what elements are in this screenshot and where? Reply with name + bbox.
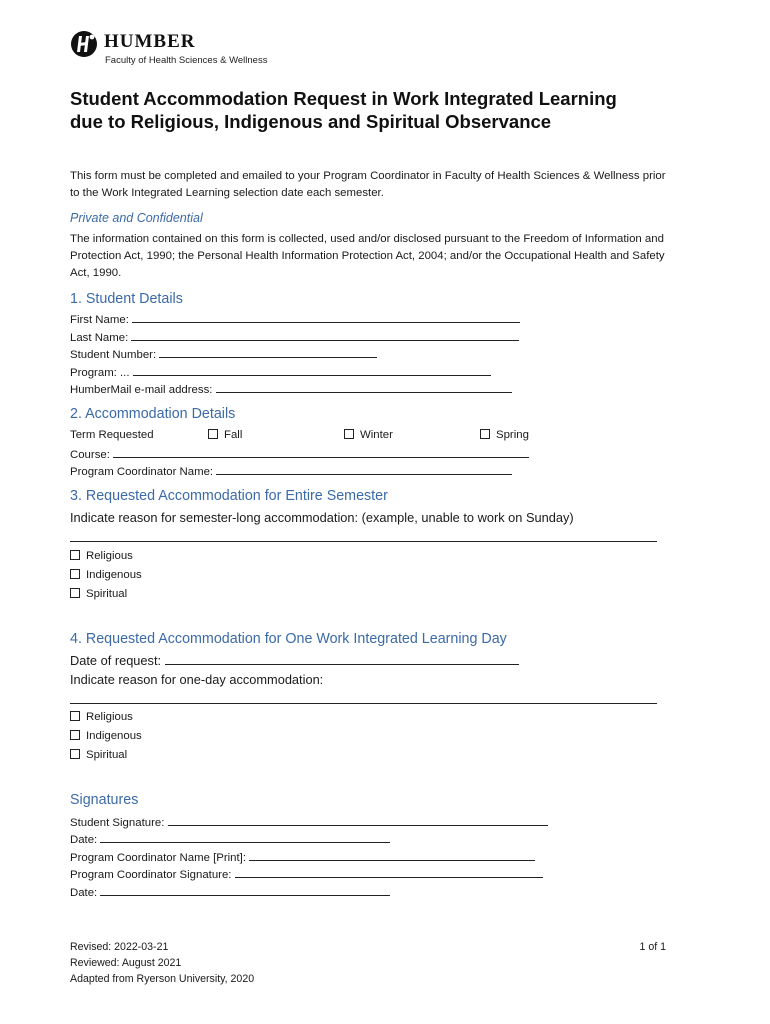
last-name-field[interactable] xyxy=(131,328,519,341)
date2-row xyxy=(70,883,390,900)
checkbox-icon[interactable] xyxy=(70,569,80,579)
email-field[interactable] xyxy=(216,380,512,393)
privacy-text: The information contained on this form is collected, used and/or disclosed pursuant to the Freedom of Information and Protection Act, 1990; the Personal Health Information Protection Act, 2004; and/or the Occupational Health and Safety Act, 1990. xyxy=(70,233,665,279)
footer-adapted: Adapted from Ryerson University, 2020 xyxy=(70,973,255,985)
email-label: HumberMail e-mail address: xyxy=(70,384,213,396)
day-indigenous-option[interactable] xyxy=(70,728,142,745)
date1-field[interactable] xyxy=(100,830,390,843)
signatures-heading: Signatures xyxy=(70,792,139,808)
date2-field[interactable] xyxy=(100,883,390,896)
footer-revised: Revised: 2022-03-21 xyxy=(70,941,169,953)
student-signature-field[interactable] xyxy=(168,813,548,826)
coordinator-print-label: Program Coordinator Name [Print]: xyxy=(70,852,246,864)
logo-wordmark: HUMBER xyxy=(104,31,196,52)
checkbox-icon[interactable] xyxy=(344,429,354,439)
course-field[interactable] xyxy=(113,445,529,458)
day-indigenous-label: Indigenous xyxy=(86,730,142,742)
section-entire-semester-heading: 3. Requested Accommodation for Entire Semester xyxy=(70,488,388,504)
semester-religious-label: Religious xyxy=(86,550,133,562)
one-day-reason-prompt: Indicate reason for one-day accommodation: xyxy=(70,672,324,687)
checkbox-icon[interactable] xyxy=(480,429,490,439)
checkbox-icon[interactable] xyxy=(70,588,80,598)
date1-label: Date: xyxy=(70,834,98,846)
coordinator-print-field[interactable] xyxy=(249,848,535,861)
student-number-field[interactable] xyxy=(159,345,377,358)
program-label: Program: ... xyxy=(70,367,130,379)
program-row xyxy=(70,363,491,380)
semester-reason-field[interactable] xyxy=(70,541,657,542)
checkbox-icon[interactable] xyxy=(208,429,218,439)
program-field[interactable] xyxy=(133,363,491,376)
intro-text: This form must be completed and emailed to your Program Coordinator in Faculty of Health Sciences & Wellness prior to the Work Integrated Learning selection date each semester. xyxy=(70,170,666,199)
student-number-row xyxy=(70,345,377,362)
day-spiritual-label: Spiritual xyxy=(86,749,128,761)
first-name-label: First Name: xyxy=(70,314,129,326)
student-signature-row xyxy=(70,813,548,830)
coordinator-name-row xyxy=(70,462,512,479)
semester-spiritual-option[interactable] xyxy=(70,586,127,603)
semester-indigenous-label: Indigenous xyxy=(86,569,142,581)
student-signature-label: Student Signature: xyxy=(70,817,165,829)
term-requested-row xyxy=(70,427,590,444)
term-winter-label: Winter xyxy=(360,429,393,441)
date2-label: Date: xyxy=(70,887,98,899)
privacy-heading: Private and Confidential xyxy=(70,211,203,225)
last-name-label: Last Name: xyxy=(70,332,129,344)
term-fall-label: Fall xyxy=(224,429,243,441)
semester-indigenous-option[interactable] xyxy=(70,567,142,584)
footer-reviewed: Reviewed: August 2021 xyxy=(70,957,182,969)
day-spiritual-option[interactable] xyxy=(70,747,127,764)
term-requested-label: Term Requested xyxy=(70,429,154,441)
page-number: 1 of 1 xyxy=(639,941,666,953)
first-name-row xyxy=(70,310,520,327)
last-name-row xyxy=(70,328,519,345)
date-of-request-field[interactable] xyxy=(165,652,519,665)
course-label: Course: xyxy=(70,449,110,461)
coordinator-signature-field[interactable] xyxy=(235,865,543,878)
form-title: Student Accommodation Request in Work Integrated Learning due to Religious, Indigenous and Spiritual Observance xyxy=(70,88,617,132)
day-religious-label: Religious xyxy=(86,711,133,723)
checkbox-icon[interactable] xyxy=(70,711,80,721)
first-name-field[interactable] xyxy=(132,310,520,323)
term-spring-label: Spring xyxy=(496,429,529,441)
one-day-reason-field[interactable] xyxy=(70,703,657,704)
date-of-request-row xyxy=(70,652,519,669)
semester-reason-prompt: Indicate reason for semester-long accommodation: (example, unable to work on Sunday) xyxy=(70,510,574,525)
term-spring-option[interactable] xyxy=(480,427,529,444)
term-fall-option[interactable] xyxy=(208,427,242,444)
section-one-day-heading: 4. Requested Accommodation for One Work Integrated Learning Day xyxy=(70,631,507,647)
email-row xyxy=(70,380,512,397)
course-row xyxy=(70,445,529,462)
coordinator-name-field[interactable] xyxy=(216,462,512,475)
coordinator-name-label: Program Coordinator Name: xyxy=(70,466,214,478)
coordinator-signature-row xyxy=(70,865,543,882)
checkbox-icon[interactable] xyxy=(70,749,80,759)
checkbox-icon[interactable] xyxy=(70,730,80,740)
coordinator-print-row xyxy=(70,848,535,865)
logo-faculty: Faculty of Health Sciences & Wellness xyxy=(105,55,268,66)
day-religious-option[interactable] xyxy=(70,709,133,726)
date-of-request-label: Date of request: xyxy=(70,653,162,668)
semester-spiritual-label: Spiritual xyxy=(86,588,128,600)
student-number-label: Student Number: xyxy=(70,349,157,361)
semester-religious-option[interactable] xyxy=(70,548,133,565)
checkbox-icon[interactable] xyxy=(70,550,80,560)
section-accommodation-details-heading: 2. Accommodation Details xyxy=(70,406,236,422)
coordinator-signature-label: Program Coordinator Signature: xyxy=(70,869,232,881)
section-student-details-heading: 1. Student Details xyxy=(70,291,183,307)
date1-row xyxy=(70,830,390,847)
term-winter-option[interactable] xyxy=(344,427,393,444)
humber-emblem-icon xyxy=(70,30,98,58)
